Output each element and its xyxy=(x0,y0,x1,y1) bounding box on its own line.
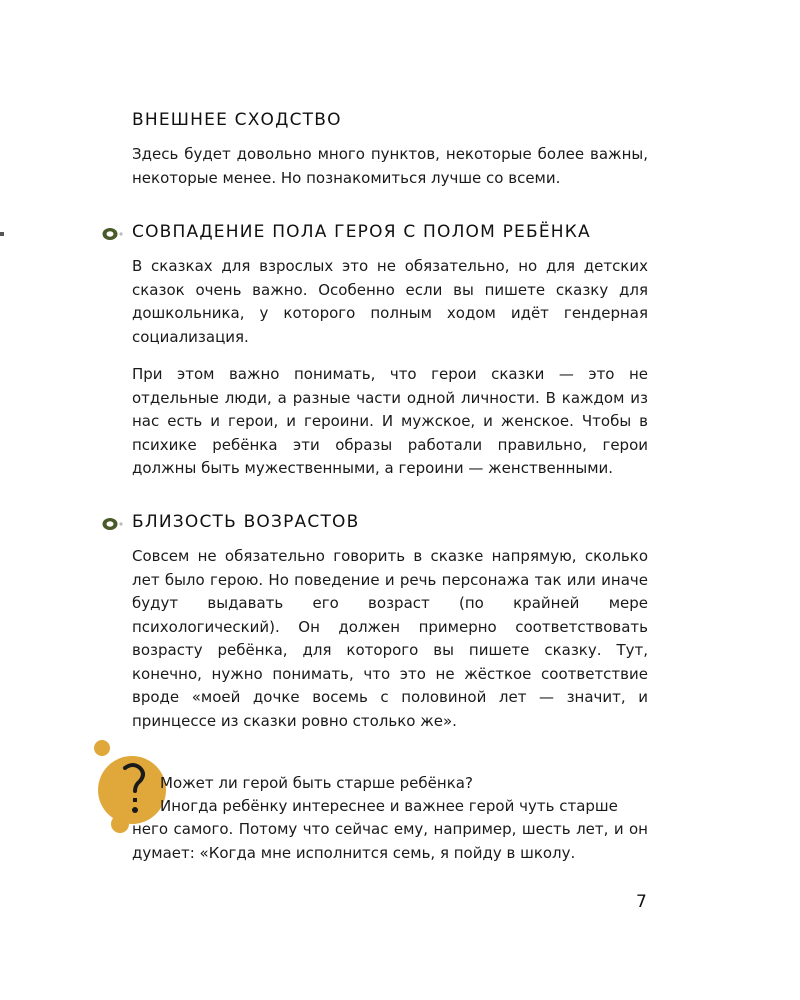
answer-first-line: Иногда ребёнку интереснее и важнее герой чуть старше xyxy=(160,797,618,815)
page-number: 7 xyxy=(636,892,647,912)
heading-gender-match: СОВПАДЕНИЕ ПОЛА ГЕРОЯ С ПОЛОМ РЕБЁНКА xyxy=(132,222,591,242)
section-bullet-icon xyxy=(100,226,126,242)
paragraph-gender-1: В сказках для взрослых это не обязательно, но для детских сказок очень важно. Особенно если вы пишете сказку для дошкольника, у которого полным ходом идёт гендерная социализация. xyxy=(132,257,648,346)
page-edge-mark xyxy=(0,232,4,236)
heading-external-similarity: ВНЕШНЕЕ СХОДСТВО xyxy=(132,110,342,130)
answer-text: него самого. Потому что сейчас ему, например, шесть лет, и он думает: «Когда мне исполнится семь, я пойду в школу. xyxy=(132,820,648,862)
paragraph-intro: Здесь будет довольно много пунктов, некоторые более важны, некоторые менее. Но познакомиться лучше со всеми. xyxy=(132,145,648,187)
paragraph-age: Совсем не обязательно говорить в сказке напрямую, сколько лет было герою. Но поведение и речь персонажа так или иначе будут выдавать его возраст (по крайней мере психологический). Он должен примерно соответствовать возрасту ребёнка, для которого вы пишете сказку. Тут, конечно, нужно понимать, что это не жёсткое соответствие вроде «моей дочке восемь с половиной лет — значит, и принцессе из сказки ровно столько же». xyxy=(132,547,648,730)
paragraph-gender-2: При этом важно понимать, что герои сказки — это не отдельные люди, а разные части одной личности. В каждом из нас есть и герои, и героини. И мужское, и женское. Чтобы в психике ребёнка эти образы работали правильно, герои должны быть мужественными, а героини — женственными. xyxy=(132,365,648,477)
section-bullet-icon xyxy=(100,516,126,532)
heading-age-proximity: БЛИЗОСТЬ ВОЗРАСТОВ xyxy=(132,512,360,532)
question-text: Может ли герой быть старше ребёнка? xyxy=(160,774,473,792)
